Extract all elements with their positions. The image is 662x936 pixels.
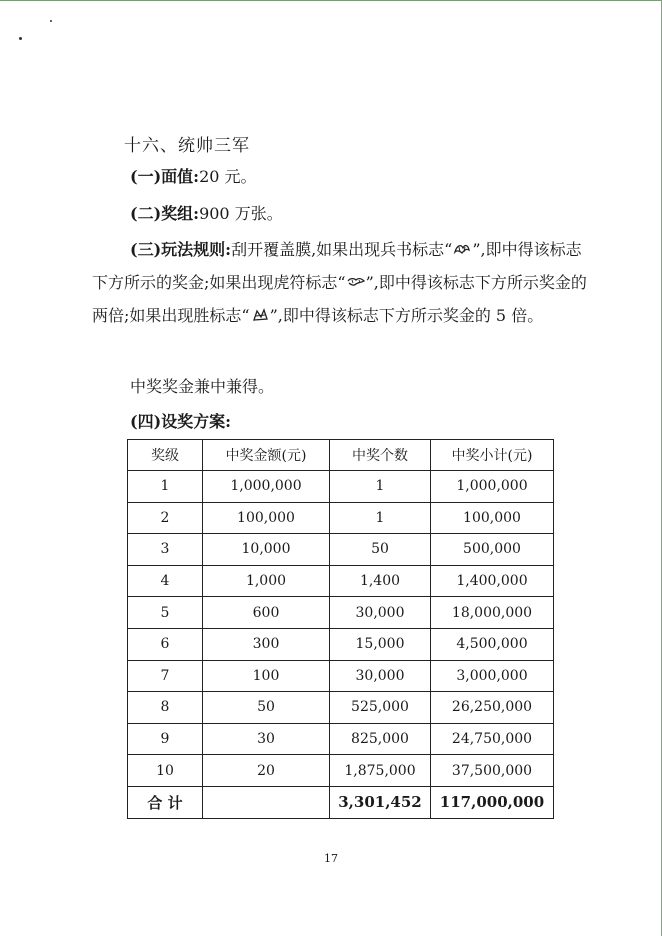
prize-amount-cell: 30 <box>203 723 330 755</box>
prize-subtotal-cell: 1,000,000 <box>431 471 554 503</box>
total-subtotal: 117,000,000 <box>431 786 554 818</box>
scan-speck <box>50 20 52 22</box>
face-value-label: (一)面值: <box>130 167 200 186</box>
total-label: 合 计 <box>128 786 203 818</box>
cumulative-note: 中奖奖金兼中兼得。 <box>130 377 275 396</box>
prize-subtotal-cell: 24,750,000 <box>431 723 554 755</box>
table-row <box>128 565 554 597</box>
prize-subtotal-cell: 26,250,000 <box>431 692 554 724</box>
prize-level-cell: 8 <box>128 692 203 724</box>
prize-subtotal-cell: 500,000 <box>431 534 554 566</box>
prize-count-cell: 30,000 <box>330 597 431 629</box>
prize-subtotal-cell: 1,400,000 <box>431 565 554 597</box>
prize-level-cell: 1 <box>128 471 203 503</box>
total-count: 3,301,452 <box>330 786 431 818</box>
scheme-title: (四)设奖方案: <box>130 412 232 431</box>
prize-level-cell: 3 <box>128 534 203 566</box>
prize-count-cell: 30,000 <box>330 660 431 692</box>
table-row <box>128 660 554 692</box>
prize-count-cell: 15,000 <box>330 628 431 660</box>
prize-group-label: (二)奖组: <box>130 204 200 223</box>
rules-text-3: ”,即中得该标志下方所示奖金的两倍;如果出现胜标志“ <box>92 273 587 325</box>
prize-table <box>127 439 554 819</box>
prize-count-cell: 1 <box>330 502 431 534</box>
tiger-tally-icon <box>347 275 365 289</box>
rules-paragraph <box>92 233 592 332</box>
prize-amount-cell: 50 <box>203 692 330 724</box>
rules-label: (三)玩法规则: <box>130 240 232 259</box>
prize-count-cell: 525,000 <box>330 692 431 724</box>
table-row <box>128 723 554 755</box>
prize-group-text: 900 万张。 <box>199 204 283 223</box>
prize-level-cell: 10 <box>128 755 203 787</box>
prize-amount-cell: 100,000 <box>203 502 330 534</box>
prize-level-cell: 4 <box>128 565 203 597</box>
column-header: 中奖金额(元) <box>203 440 330 471</box>
prize-subtotal-cell: 3,000,000 <box>431 660 554 692</box>
column-header: 中奖个数 <box>330 440 431 471</box>
prize-count-cell: 1 <box>330 471 431 503</box>
table-row <box>128 755 554 787</box>
scan-speck <box>19 37 22 40</box>
table-header-row <box>128 440 554 471</box>
page-number: 17 <box>324 852 338 865</box>
table-row <box>128 597 554 629</box>
scan-edge-right <box>658 0 662 936</box>
rules-text-1: 刮开覆盖膜,如果出现兵书标志“ <box>231 240 453 259</box>
table-row <box>128 534 554 566</box>
table-row <box>128 471 554 503</box>
prize-level-cell: 6 <box>128 628 203 660</box>
table-total-row <box>128 786 554 818</box>
prize-subtotal-cell: 4,500,000 <box>431 628 554 660</box>
prize-amount-cell: 300 <box>203 628 330 660</box>
prize-group-line <box>92 197 592 230</box>
book-icon <box>453 242 471 256</box>
prize-amount-cell: 100 <box>203 660 330 692</box>
prize-amount-cell: 20 <box>203 755 330 787</box>
prize-amount-cell: 1,000,000 <box>203 471 330 503</box>
prize-count-cell: 1,875,000 <box>330 755 431 787</box>
victory-icon <box>251 308 269 322</box>
table-row <box>128 628 554 660</box>
face-value-text: 20 元。 <box>199 167 257 186</box>
table-row <box>128 692 554 724</box>
prize-level-cell: 7 <box>128 660 203 692</box>
column-header: 中奖小计(元) <box>431 440 554 471</box>
total-amount <box>203 786 330 818</box>
section-heading: 十六、统帅三军 <box>124 136 250 156</box>
prize-count-cell: 1,400 <box>330 565 431 597</box>
prize-count-cell: 50 <box>330 534 431 566</box>
prize-subtotal-cell: 100,000 <box>431 502 554 534</box>
prize-count-cell: 825,000 <box>330 723 431 755</box>
prize-level-cell: 5 <box>128 597 203 629</box>
rules-text-2: ”,即中得该标志下方所示的奖金;如果出现虎符标志“ <box>92 240 582 292</box>
prize-subtotal-cell: 18,000,000 <box>431 597 554 629</box>
prize-amount-cell: 10,000 <box>203 534 330 566</box>
prize-amount-cell: 600 <box>203 597 330 629</box>
prize-level-cell: 9 <box>128 723 203 755</box>
scan-edge-top <box>0 0 662 7</box>
rules-text-4: ”,即中得该标志下方所示奖金的 5 倍。 <box>269 306 544 325</box>
prize-level-cell: 2 <box>128 502 203 534</box>
column-header: 奖级 <box>128 440 203 471</box>
prize-subtotal-cell: 37,500,000 <box>431 755 554 787</box>
face-value-line <box>92 160 592 193</box>
prize-amount-cell: 1,000 <box>203 565 330 597</box>
table-row <box>128 502 554 534</box>
